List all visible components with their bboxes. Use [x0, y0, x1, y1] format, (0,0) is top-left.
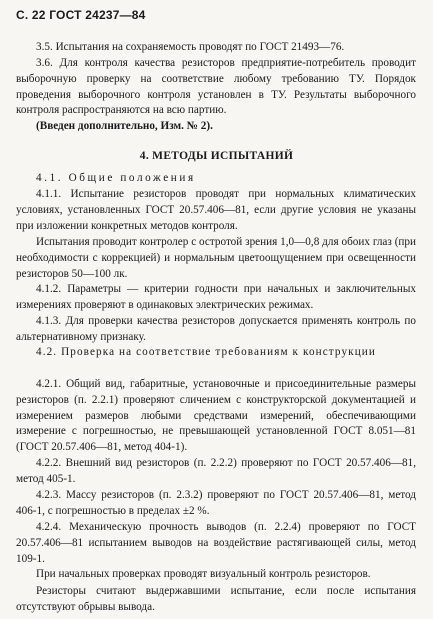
- paragraph-4-2-3: 4.2.3. Массу резисторов (п. 2.3.2) проверяют по ГОСТ 20.57.406—81, метод 406-1, с погрешностью в пределах ±2 %.: [16, 489, 416, 517]
- paragraph-4-1-2: 4.1.2. Параметры — критерии годности при начальных и заключительных измерениях проверяют в одинаковых электрических режимах.: [16, 283, 416, 311]
- paragraph-4-2-1: 4.2.1. Общий вид, габаритные, установочные и присоединительные размеры резисторов (п. 2.2.1) проверяют сличением с конструкторской документацией и измерением размеров любыми средствами измерений, обеспечивающими измерение с погрешностью, не превышающей установленной ГОСТ 8.051—81 (ГОСТ 20.57.406—81, метод 404-1).: [16, 378, 416, 454]
- paragraph-4-1-1: 4.1.1. Испытание резисторов проводят при нормальных климатических условиях, установленных ГОСТ 20.57.406—81, если другие условия не указаны при изложении конкретных методов контроля.: [16, 188, 416, 232]
- paragraph-4-2-4-result: Резисторы считают выдержавшими испытание, если после испытания отсутствуют обрывы вывода.: [16, 585, 416, 613]
- section-title: 4. МЕТОДЫ ИСПЫТАНИЙ: [139, 150, 294, 162]
- paragraph-4-2-4: 4.2.4. Механическую прочность выводов (п. 2.2.4) проверяют по ГОСТ 20.57.406—81 испытанием выводов на воздействие растягивающей силы, метод 109-1.: [16, 521, 416, 565]
- paragraph-4-2-4-visual: При начальных проверках проводят визуальный контроль резисторов.: [36, 568, 371, 580]
- paragraph-3-5: 3.5. Испытания на сохраняемость проводят по ГОСТ 21493—76.: [36, 41, 345, 53]
- paragraph-4-1-1-vision: Испытания проводит контролер с остротой зрения 1,0—0,8 для обоих глаз (при необходимости с коррекцией) и нормальным цветоощущением при освещенности резисторов 50—100 лк.: [16, 236, 416, 280]
- paragraph-4-1-3: 4.1.3. Для проверки качества резисторов допускается применять контроль по альтернативному признаку.: [16, 315, 416, 343]
- paragraph-4-2-2: 4.2.2. Внешний вид резисторов (п. 2.2.2) проверяют по ГОСТ 20.57.406—81, метод 405-1.: [16, 457, 416, 485]
- paragraph-3-6: 3.6. Для контроля качества резисторов предприятие-потребитель проводит выборочную проверку на соответствие любому требованию ТУ. Порядок проведения выборочного контроля установлен в ТУ. Результаты выборочного контроля распространяются на всю партию.: [16, 57, 416, 117]
- page-header: С. 22 ГОСТ 24237—84: [16, 8, 146, 22]
- paragraph-4-1: 4.1. Общие положения: [36, 172, 196, 184]
- paragraph-4-2: 4.2. Проверка на соответствие требованиям к конструкции: [36, 346, 376, 358]
- amendment-note: (Введен дополнительно, Изм. № 2).: [36, 120, 213, 132]
